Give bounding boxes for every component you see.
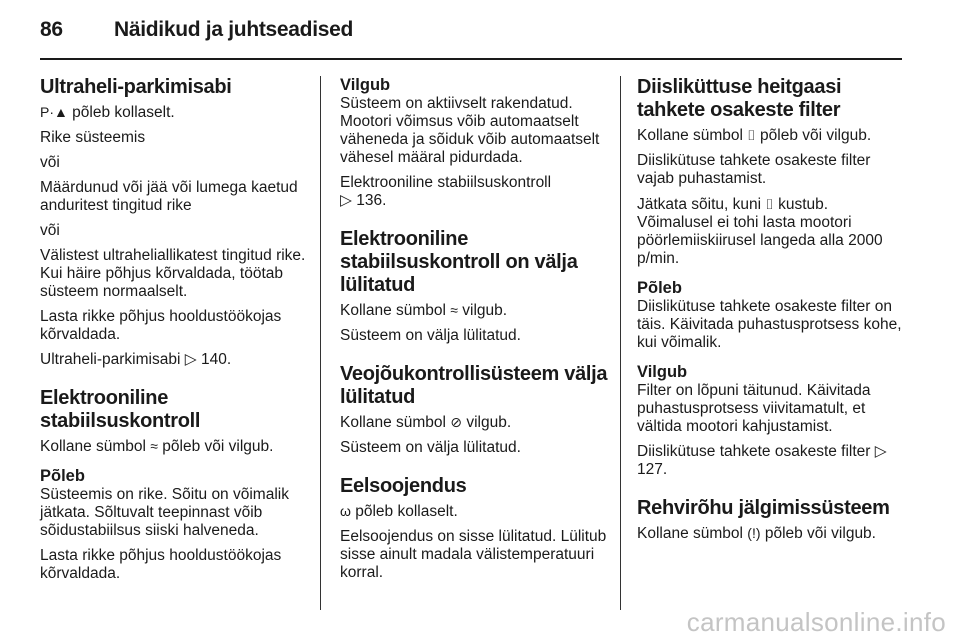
paragraph: Süsteem on välja lülitatud. [340,439,521,456]
paragraph: Süsteem on aktiivselt rakendatud. Mootori võimsus võib automaatselt väheneda ja sõiduk võib automaatselt vähesel määral pidurdada. [340,95,600,166]
tire-pressure-icon: (!) [747,525,761,541]
subheading-poleb: Põleb [40,467,85,485]
paragraph: Diislikütuse tahkete osakeste filter vajab puhastamist. [637,152,871,187]
page-title: Näidikud ja juhtseadised [114,18,354,41]
paragraph: või [40,154,60,171]
column-2 [340,76,608,589]
column-1 [40,76,308,590]
page-header [40,18,900,42]
arrow-right-icon: ▷ [184,351,197,368]
particulate-filter-icon: ⌷ [765,196,774,212]
esc-icon: ≈ [150,438,158,454]
heading-esc: Elektrooniline stabiilsuskontroll [40,387,201,432]
cross-reference: Ultraheli-parkimisabi ▷ 140. [40,351,232,368]
paragraph: Süsteem on välja lülitatud. [340,327,521,344]
traction-control-off-icon: ⊘ [450,414,463,430]
paragraph: või [40,222,60,239]
heading-diesel-particulate-filter: Diisliküttuse heitgaasi tahkete osakeste filter [637,76,842,121]
paragraph: Kollane sümbol ≈ vilgub. [340,302,508,319]
column-divider-2 [620,76,621,610]
header-rule [40,58,902,60]
paragraph: Filter on lõpuni täitunud. Käivitada puhastusprotsess viivitamatult, et vältida mootori kahjustamist. [637,382,871,435]
heading-preheating: Eelsoojendus [340,475,467,497]
heading-traction-control-off: Veojõukontrollisüsteem välja lülitatud [340,363,608,408]
particulate-filter-icon: ⌷ [747,127,756,143]
heading-esc-off: Elektrooniline stabiilsuskontroll on välja lülitatud [340,228,578,296]
esc-off-icon: ≈ [450,302,458,318]
paragraph: Lasta rikke põhjus hooldustöökojas kõrvaldada. [40,308,282,343]
subheading-vilgub: Vilgub [340,76,391,94]
column-divider-1 [320,76,321,610]
arrow-right-icon: ▷ [340,192,352,209]
paragraph: Kollane sümbol ⌷ põleb või vilgub. [637,127,872,144]
glow-plug-icon: ω [340,503,351,519]
cross-reference: Diislikütuse tahkete osakeste filter ▷ 127. [637,443,887,478]
paragraph: Välistest ultraheliallikatest tingitud rike. Kui häire põhjus kõrvaldada, töötab süsteem normaalselt. [40,247,306,300]
subheading-vilgub: Vilgub [637,363,688,381]
paragraph: Rike süsteemis [40,129,146,146]
arrow-right-icon: ▷ [874,443,887,460]
paragraph: P·▲ põleb kollaselt. [40,104,175,121]
paragraph: Eelsoojendus on sisse lülitatud. Lülitub sisse ainult madala välistemperatuuri korral. [340,528,607,581]
page-number: 86 [40,18,63,41]
paragraph: Kollane sümbol ⊘ vilgub. [340,414,512,431]
parking-sensor-icon: P·▲ [40,104,68,120]
heading-ultrasonic-parking: Ultraheli-parkimisabi [40,76,232,98]
column-3 [637,76,905,550]
subheading-poleb: Põleb [637,279,682,297]
paragraph: Kollane sümbol (!) põleb või vilgub. [637,525,876,542]
paragraph: Diislikütuse tahkete osakeste filter on täis. Käivitada puhastusprotsess kohe, kui võimalik. [637,298,902,351]
paragraph: Süsteemis on rike. Sõitu on võimalik jätkata. Sõltuvalt teepinnast võib sõidustabiilsus siiski halveneda. [40,486,289,539]
watermark: carmanualsonline.info [686,607,946,637]
paragraph: Kollane sümbol ≈ põleb või vilgub. [40,438,274,455]
paragraph: ω põleb kollaselt. [340,503,458,520]
cross-reference: Elektrooniline stabiilsuskontroll ▷ 136. [340,174,552,209]
paragraph: Määrdunud või jää või lumega kaetud anduritest tingitud rike [40,179,298,214]
heading-tire-pressure-monitoring: Rehvirõhu jälgimissüsteem [637,497,890,519]
paragraph: Jätkata sõitu, kuni ⌷ kustub. Võimalusel ei tohi lasta mootori pöörlemiiskiirusel langeda alla 2000 p/min. [637,196,883,267]
paragraph: Lasta rikke põhjus hooldustöökojas kõrvaldada. [40,547,282,582]
